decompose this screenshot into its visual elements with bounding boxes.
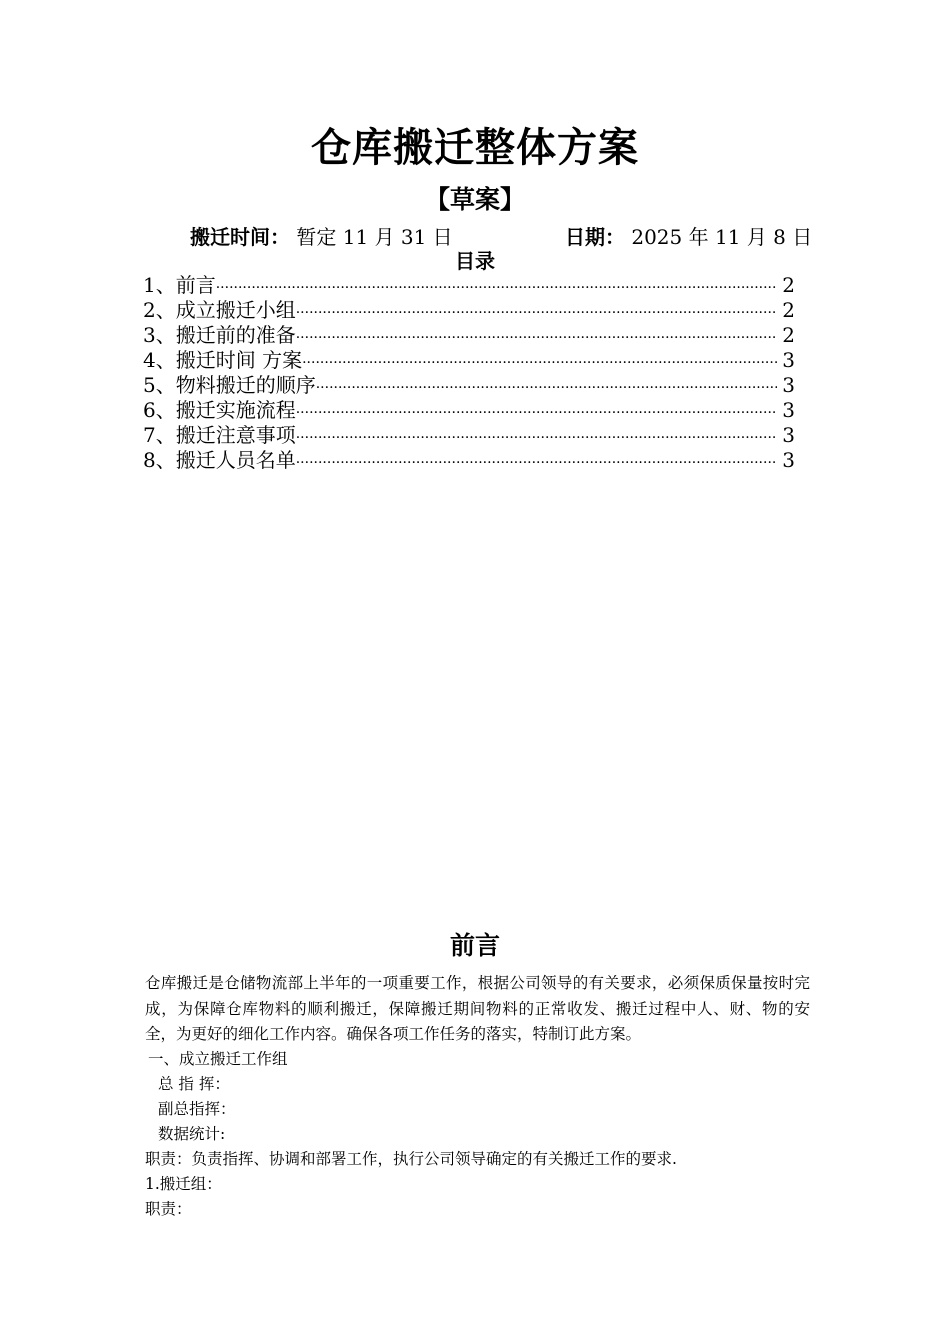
toc-leader-dots <box>296 326 777 348</box>
toc-item-text: 7、搬迁注意事项 <box>143 423 296 447</box>
preface-paragraph: 仓库搬迁是仓储物流部上半年的一项重要工作，根据公司领导的有关要求，必须保质保量按时完成，为保障仓库物料的顺利搬迁，保障搬迁期间物料的正常收发、搬迁过程中人、财、物的安全，为更好的细化工作内容。确保各项工作任务的落实，特制订此方案。 <box>145 974 810 1043</box>
toc-item-text: 4、搬迁时间 方案 <box>143 348 303 372</box>
toc-heading: 目录 <box>455 249 495 273</box>
toc-leader-dots <box>216 276 777 298</box>
toc-leader-dots <box>302 351 777 373</box>
toc-item[interactable] <box>143 298 795 323</box>
commander-line: 总 指 挥： <box>158 1075 230 1093</box>
data-statistics-line: 数据统计: <box>158 1125 226 1143</box>
toc-item-page: 3 <box>782 448 795 472</box>
group-heading: 1.搬迁组： <box>145 1175 222 1193</box>
toc-item-text: 2、成立搬迁小组 <box>143 298 296 322</box>
date-value: 2025 年 11 月 8 日 <box>631 225 813 249</box>
toc-item-page: 3 <box>782 373 795 397</box>
deputy-commander-line: 副总指挥： <box>158 1100 236 1118</box>
toc-item[interactable] <box>143 398 795 423</box>
toc-item-page: 2 <box>782 298 795 322</box>
document-title: 仓库搬迁整体方案 <box>311 124 639 171</box>
document-subtitle: 【草案】 <box>424 185 525 214</box>
toc-item-page: 3 <box>782 348 795 372</box>
toc-item-text: 8、搬迁人员名单 <box>143 448 296 472</box>
toc-item-text: 5、物料搬迁的顺序 <box>143 373 316 397</box>
duty-line: 职责： <box>145 1200 192 1218</box>
toc-item[interactable] <box>143 373 795 398</box>
toc-item-text: 6、搬迁实施流程 <box>143 398 296 422</box>
toc-leader-dots <box>316 376 777 398</box>
toc-item-page: 3 <box>782 398 795 422</box>
toc-leader-dots <box>296 401 777 423</box>
toc-item[interactable] <box>143 273 795 298</box>
toc-leader-dots <box>296 301 777 323</box>
duty-line: 职责：负责指挥、协调和部署工作，执行公司领导确定的有关搬迁工作的要求. <box>145 1150 677 1168</box>
document-date <box>565 223 812 251</box>
toc-item-text: 3、搬迁前的准备 <box>143 323 296 347</box>
date-label: 日期： <box>565 225 625 249</box>
toc-leader-dots <box>296 426 777 448</box>
toc-item-page: 2 <box>782 323 795 347</box>
toc-item[interactable] <box>143 423 795 448</box>
table-of-contents <box>143 273 795 473</box>
move-time-label: 搬迁时间： <box>190 225 290 249</box>
section-heading: 一、成立搬迁工作组 <box>148 1050 288 1068</box>
toc-item[interactable] <box>143 448 795 473</box>
toc-item[interactable] <box>143 323 795 348</box>
toc-item-text: 1、前言 <box>143 273 216 297</box>
toc-item-page: 3 <box>782 423 795 447</box>
preface-heading: 前言 <box>449 931 500 960</box>
toc-item-page: 2 <box>782 273 795 297</box>
move-time <box>190 223 453 251</box>
move-time-value: 暂定 11 月 31 日 <box>296 225 453 249</box>
toc-item[interactable] <box>143 348 795 373</box>
toc-leader-dots <box>296 451 777 473</box>
